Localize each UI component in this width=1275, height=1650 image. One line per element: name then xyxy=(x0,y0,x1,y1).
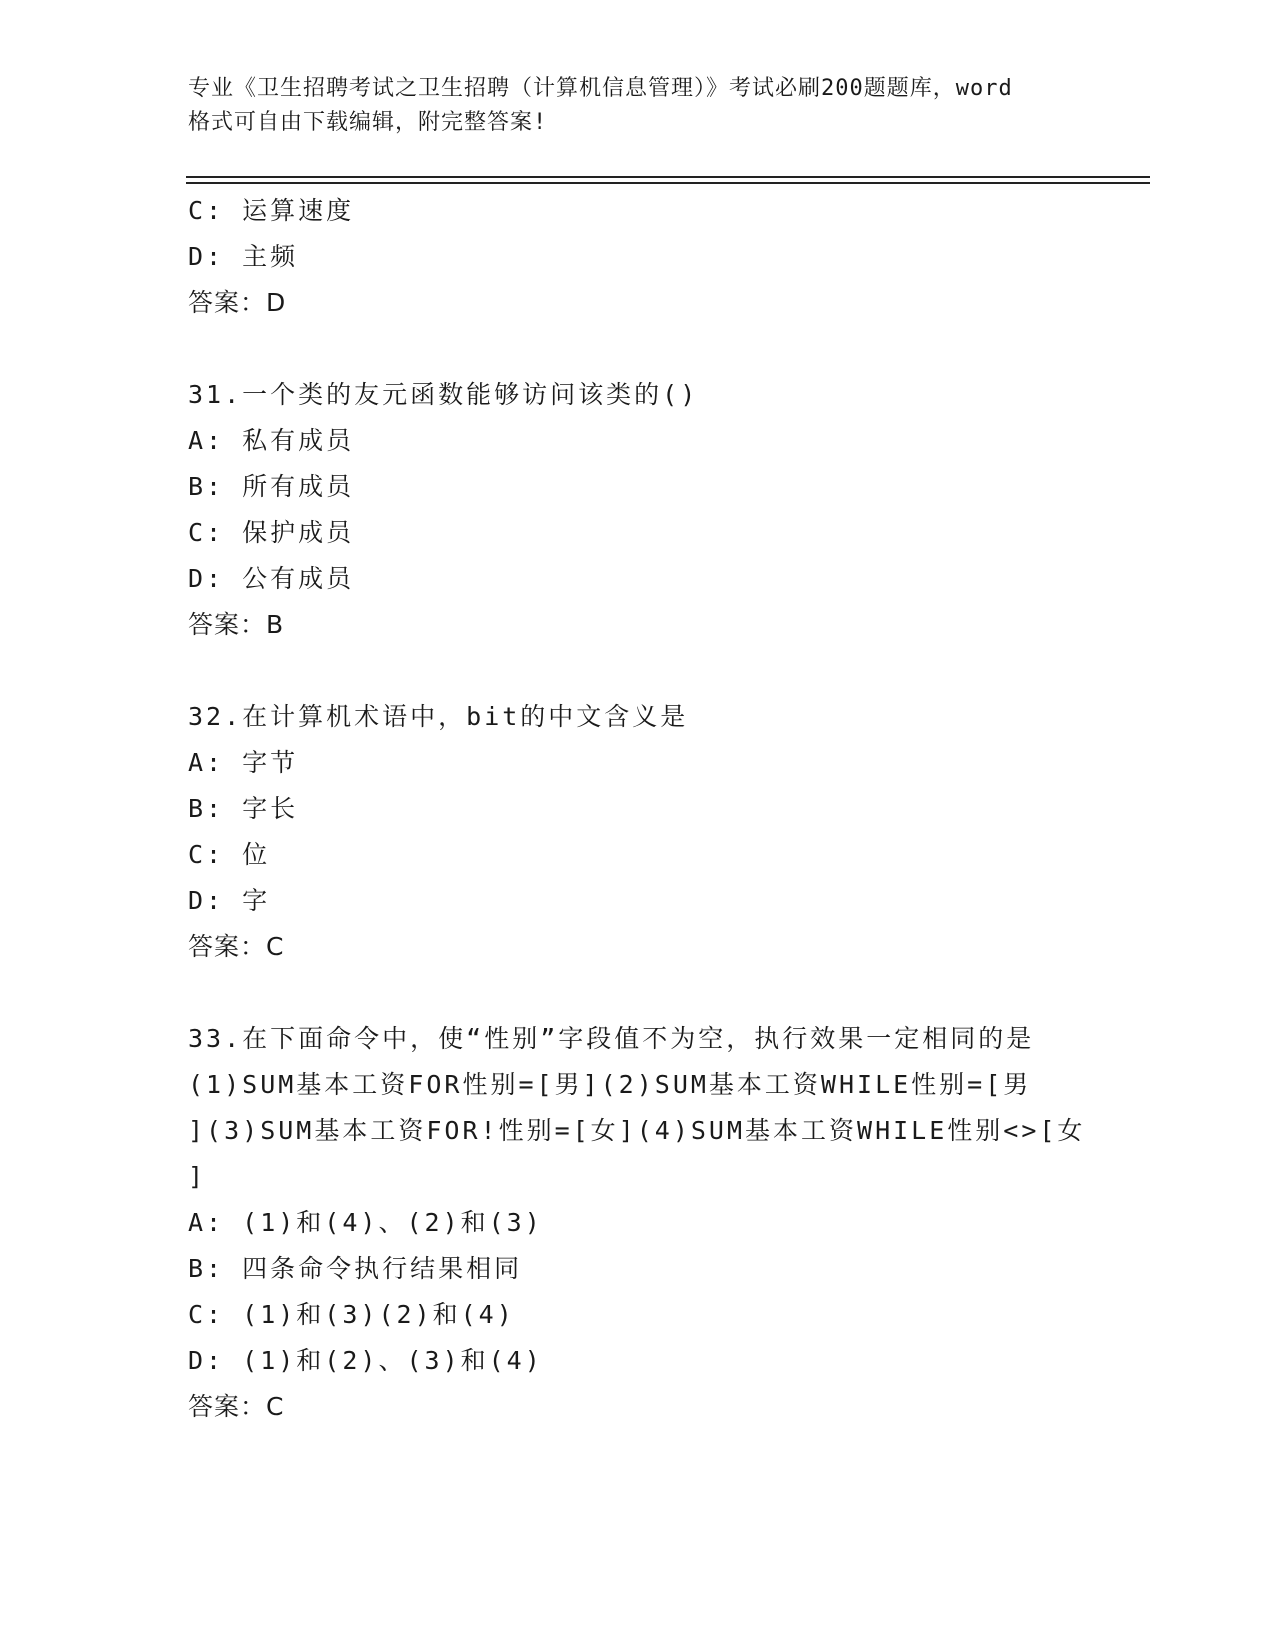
document-header xyxy=(188,72,1088,140)
option-a: A: 私有成员 xyxy=(188,426,355,455)
option-c: C: 保护成员 xyxy=(188,518,355,547)
option-a: A: 字节 xyxy=(188,748,299,777)
spacer xyxy=(188,970,1088,1016)
header-rule-top xyxy=(186,176,1150,178)
answer: 答案：B xyxy=(188,610,285,639)
question-block-31 xyxy=(188,372,1088,648)
option-c: C: (1)和(3)(2)和(4) xyxy=(188,1300,515,1329)
option-c: C: 位 xyxy=(188,840,271,869)
option-d: D: (1)和(2)、(3)和(4) xyxy=(188,1346,543,1375)
question-stem-line-1: 33.在下面命令中，使“性别”字段值不为空，执行效果一定相同的是 xyxy=(188,1024,1035,1053)
question-block-32 xyxy=(188,694,1088,970)
option-a: A: (1)和(4)、(2)和(3) xyxy=(188,1208,543,1237)
answer: 答案：D xyxy=(188,288,287,317)
question-block-prev xyxy=(188,188,1088,326)
question-list xyxy=(188,188,1088,1430)
option-d: D: 字 xyxy=(188,886,271,915)
answer: 答案：C xyxy=(188,932,285,961)
option-b: B: 四条命令执行结果相同 xyxy=(188,1254,523,1283)
spacer xyxy=(188,326,1088,372)
header-rule-bottom xyxy=(186,182,1150,184)
option-b: B: 字长 xyxy=(188,794,299,823)
spacer xyxy=(188,648,1088,694)
option-d: D: 公有成员 xyxy=(188,564,355,593)
question-stem-line-4: ] xyxy=(188,1162,207,1191)
header-line-1: 专业《卫生招聘考试之卫生招聘（计算机信息管理）》考试必刷200题题库，word xyxy=(188,76,1013,101)
answer: 答案：C xyxy=(188,1392,285,1421)
question-block-33 xyxy=(188,1016,1088,1430)
header-line-2: 格式可自由下载编辑，附完整答案! xyxy=(188,110,548,135)
question-stem: 31.一个类的友元函数能够访问该类的() xyxy=(188,380,699,409)
option-d: D: 主频 xyxy=(188,242,299,271)
option-b: B: 所有成员 xyxy=(188,472,355,501)
question-stem-line-2: (1)SUM基本工资FOR性别=[男](2)SUM基本工资WHILE性别=[男 xyxy=(188,1070,1032,1099)
question-stem: 32.在计算机术语中，bit的中文含义是 xyxy=(188,702,689,731)
question-stem-line-3: ](3)SUM基本工资FOR!性别=[女](4)SUM基本工资WHILE性别<>[女 xyxy=(188,1116,1086,1145)
option-c: C: 运算速度 xyxy=(188,196,355,225)
